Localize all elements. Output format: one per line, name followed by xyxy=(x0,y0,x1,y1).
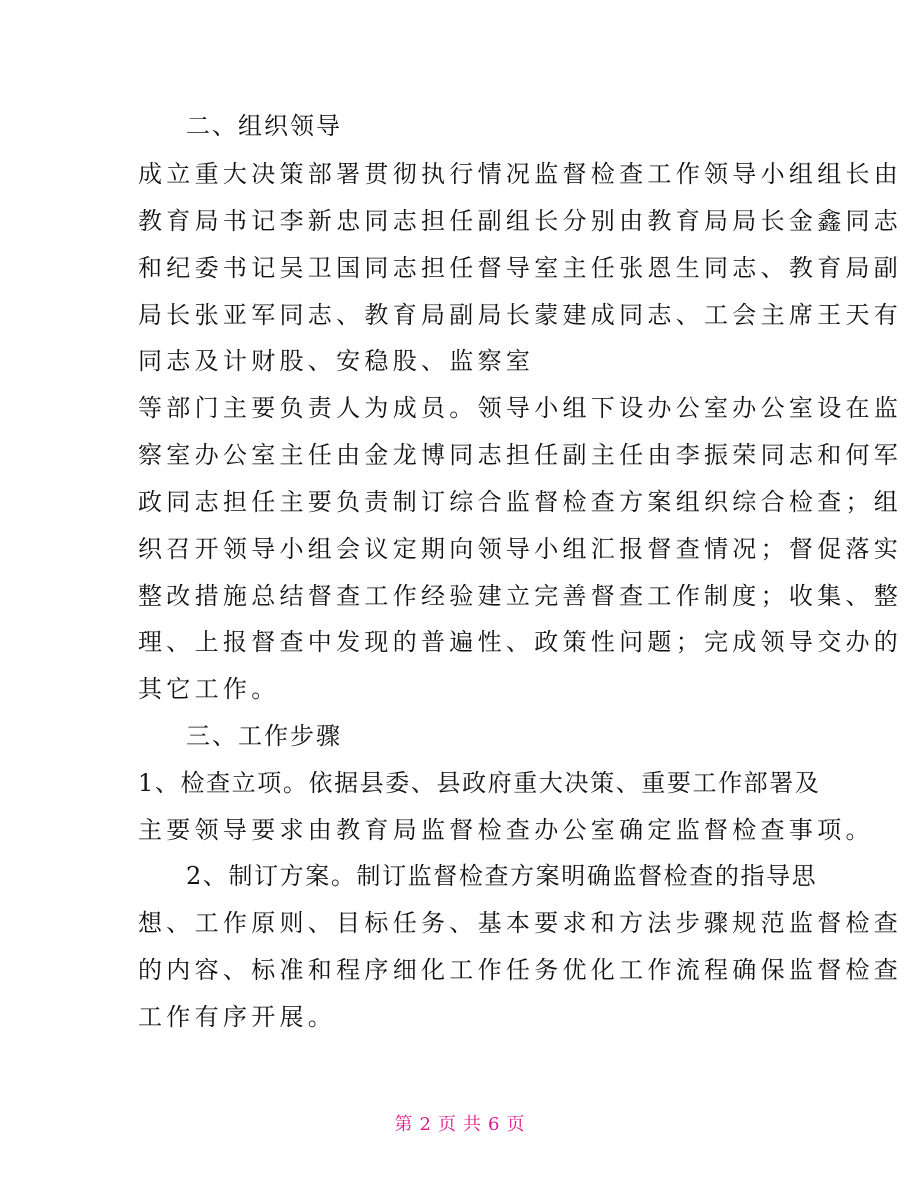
paragraph-line: 成立重大决策部署贯彻执行情况监督检查工作领导小组组长由 xyxy=(138,160,903,188)
paragraph-line: 整改措施总结督查工作经验建立完善督查工作制度；收集、整 xyxy=(138,582,903,610)
paragraph-line: 1、检查立项。依据县委、县政府重大决策、重要工作部署及 xyxy=(138,769,821,797)
paragraph-line: 织召开领导小组会议定期向领导小组汇报督查情况；督促落实 xyxy=(138,535,903,563)
page-number-footer xyxy=(0,1115,920,1135)
paragraph-line: 工作有序开展。 xyxy=(138,1003,337,1031)
section-heading-organization: 二、组织领导 xyxy=(186,112,342,140)
paragraph-line: 局长张亚军同志、教育局副局长蒙建成同志、工会主席王天有 xyxy=(138,301,903,329)
paragraph-line: 主要领导要求由教育局监督检查办公室确定监督检查事项。 xyxy=(138,816,874,844)
paragraph-line: 和纪委书记吴卫国同志担任督导室主任张恩生同志、教育局副 xyxy=(138,254,903,282)
paragraph-line: 理、上报督查中发现的普遍性、政策性问题；完成领导交办的 xyxy=(138,628,903,656)
paragraph-line: 察室办公室主任由金龙博同志担任副主任由李振荣同志和何军 xyxy=(138,441,903,469)
footer-page-word: 页 xyxy=(438,1114,457,1135)
paragraph-line: 等部门主要负责人为成员。领导小组下设办公室办公室设在监 xyxy=(138,394,903,422)
paragraph-line: 政同志担任主要负责制订综合监督检查方案组织综合检查；组 xyxy=(138,488,903,516)
paragraph-line: 想、工作原则、目标任务、基本要求和方法步骤规范监督检查 xyxy=(138,909,903,937)
paragraph-line: 同志及计财股、安稳股、监察室 xyxy=(138,347,535,375)
footer-page-word-end: 页 xyxy=(506,1114,526,1135)
paragraph-line: 教育局书记李新忠同志担任副组长分别由教育局局长金鑫同志 xyxy=(138,207,903,235)
paragraph-line: 2、制订方案。制订监督检查方案明确监督检查的指导思 xyxy=(186,862,818,890)
total-pages-number: 6 xyxy=(488,1114,501,1135)
paragraph-line: 的内容、标准和程序细化工作任务优化工作流程确保监督检查 xyxy=(138,956,903,984)
paragraph-line: 其它工作。 xyxy=(138,675,280,703)
section-heading-work-steps: 三、工作步骤 xyxy=(186,722,342,750)
footer-prefix: 第 xyxy=(394,1114,414,1135)
current-page-number: 2 xyxy=(419,1114,432,1135)
footer-total-prefix: 共 xyxy=(463,1114,482,1135)
